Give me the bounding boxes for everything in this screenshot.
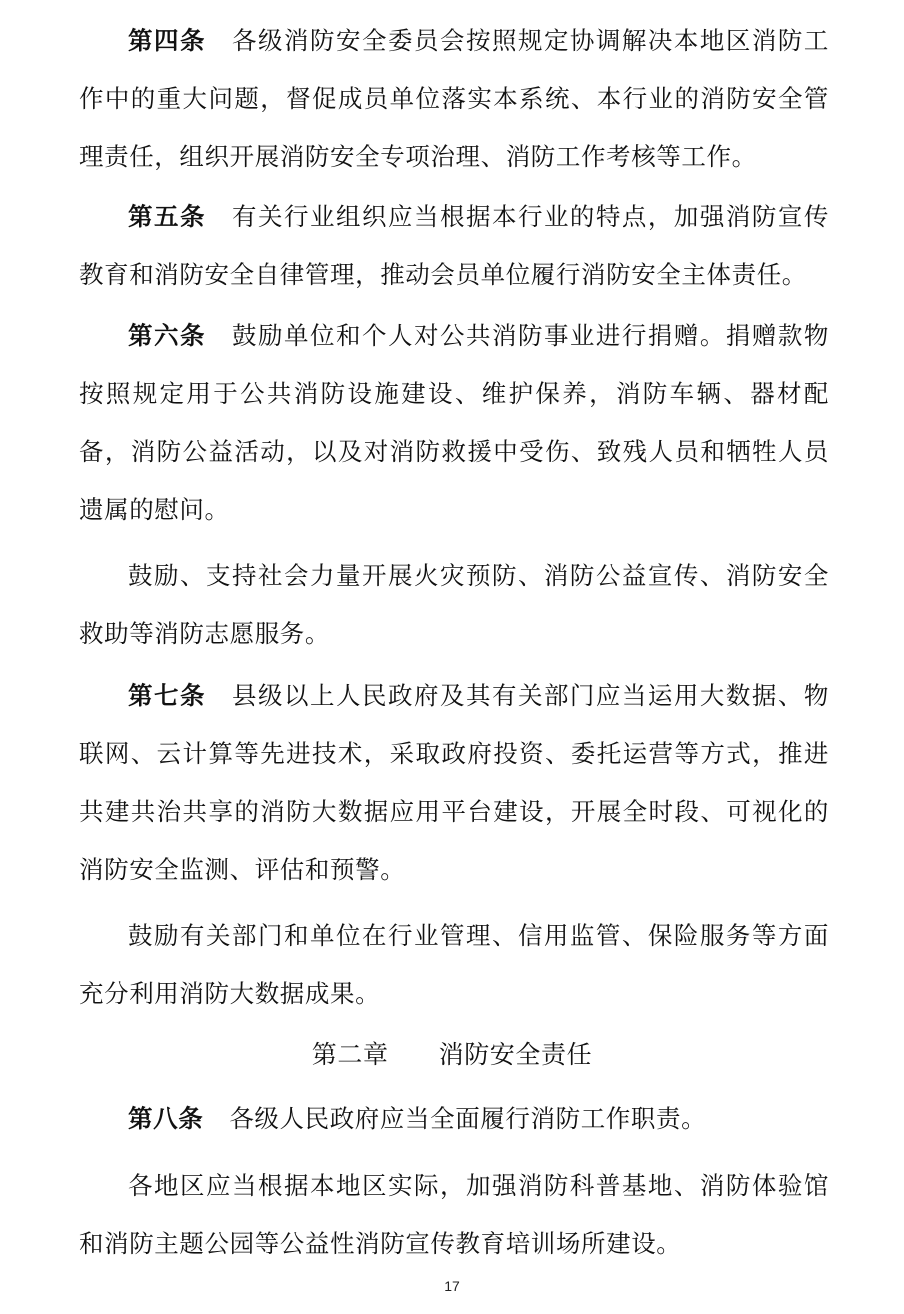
article-5-paragraph — [79, 188, 829, 304]
article-7-paragraph-2 — [79, 907, 829, 1023]
article-7-number: 第七条 — [128, 681, 206, 710]
chapter-heading — [0, 1026, 904, 1084]
article-7-text: 县级以上人民政府及其有关部门应当运用大数据、物联网、云计算等先进技术，采取政府投资、委托运营等方式，推进共建共治共享的消防大数据应用平台建设，开展全时段、可视化的消防安全监测、评估和预警。 — [79, 681, 829, 884]
article-5-number: 第五条 — [128, 202, 206, 231]
article-7-paragraph — [79, 667, 829, 899]
article-4-number: 第四条 — [128, 26, 206, 55]
article-7-paragraph-2-text: 鼓励有关部门和单位在行业管理、信用监管、保险服务等方面充分利用消防大数据成果。 — [79, 921, 829, 1008]
article-4-paragraph — [79, 12, 829, 186]
article-6-paragraph — [79, 307, 829, 539]
article-6-paragraph-2-text: 鼓励、支持社会力量开展火灾预防、消防公益宣传、消防安全救助等消防志愿服务。 — [79, 561, 829, 648]
article-6-text: 鼓励单位和个人对公共消防事业进行捐赠。捐赠款物按照规定用于公共消防设施建设、维护保养，消防车辆、器材配备，消防公益活动，以及对消防救援中受伤、致残人员和牺牲人员遗属的慰问。 — [79, 321, 829, 524]
article-8-paragraph-2 — [79, 1157, 829, 1273]
article-8-number: 第八条 — [128, 1104, 204, 1133]
chapter-number: 第二章 — [311, 1040, 389, 1069]
article-8-paragraph-2-text: 各地区应当根据本地区实际，加强消防科普基地、消防体验馆和消防主题公园等公益性消防宣传教育培训场所建设。 — [79, 1171, 829, 1258]
article-5-text: 有关行业组织应当根据本行业的特点，加强消防宣传教育和消防安全自律管理，推动会员单位履行消防安全主体责任。 — [79, 202, 829, 289]
article-6-number: 第六条 — [128, 321, 206, 350]
article-4-text: 各级消防安全委员会按照规定协调解决本地区消防工作中的重大问题，督促成员单位落实本系统、本行业的消防安全管理责任，组织开展消防安全专项治理、消防工作考核等工作。 — [79, 26, 829, 171]
article-8-paragraph — [79, 1090, 829, 1148]
page-number: 17 — [444, 1278, 460, 1294]
article-8-text: 各级人民政府应当全面履行消防工作职责。 — [229, 1104, 707, 1133]
article-6-paragraph-2 — [79, 547, 829, 663]
chapter-title: 消防安全责任 — [438, 1040, 593, 1069]
